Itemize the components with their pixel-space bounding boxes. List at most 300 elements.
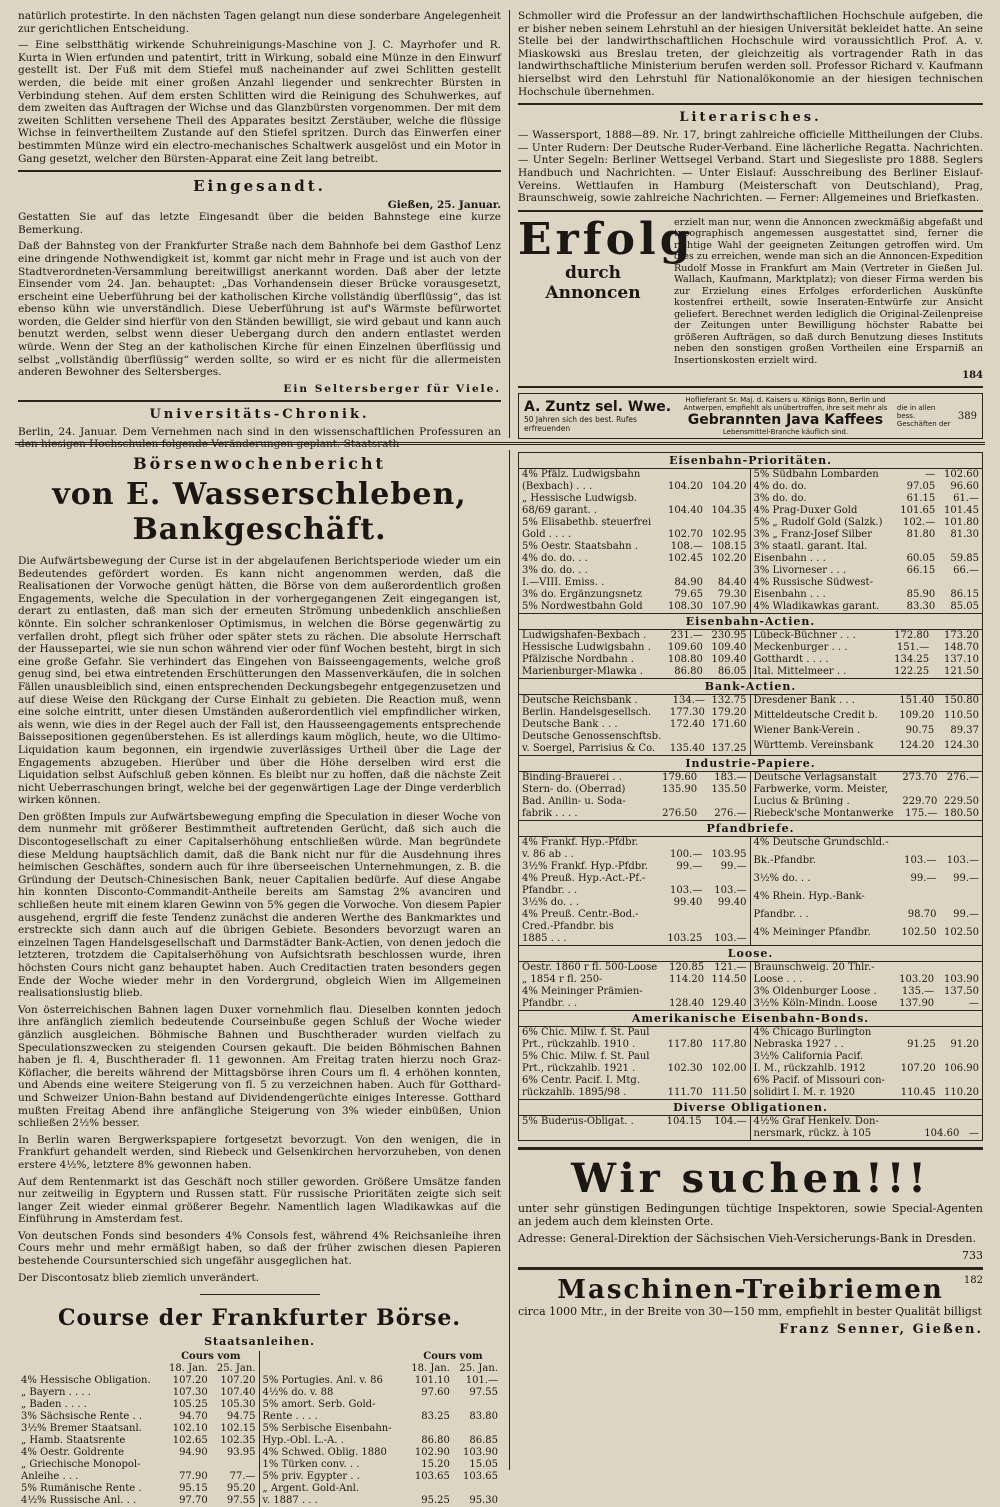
table-row: [751, 986, 983, 998]
security-name: Wiener Bank-Verein .: [753, 725, 861, 736]
price-prev: 85.90: [906, 589, 936, 600]
course-subtitle: Staatsanleihen.: [204, 1335, 315, 1349]
ad-text: Lebensmittel-Branche käuflich sind.: [722, 428, 849, 437]
security-name: 4% Russische Südwest-: [753, 577, 873, 588]
price-current: 86.85: [469, 1435, 498, 1447]
price-prev: 86.80: [674, 666, 703, 677]
zuntz-ad: [518, 393, 983, 439]
security-name: 4% Preuß. Centr.-Bod.-: [522, 909, 639, 920]
security-name: Loose . . .: [753, 974, 803, 985]
table-row: [18, 1423, 259, 1435]
table-row: [751, 1063, 983, 1075]
price-current: 99.—: [953, 873, 979, 884]
article-paragraph: natürlich protestirte. In den nächsten Tagen gelangt nun diese sonderbare Angelegenheit zur gerichtlichen Entscheidung.: [18, 10, 501, 35]
security-name: 4% Preuß. Hyp.-Act.-Pf.-: [522, 873, 646, 884]
security-name: 5% Nordwestbahn Gold: [522, 601, 643, 612]
price-prev: 84.90: [674, 577, 703, 588]
table-row: [519, 1039, 750, 1051]
price-prev: [892, 962, 937, 974]
security-name: 4½% do. v. 88: [262, 1387, 334, 1399]
security-name: Lübeck-Büchner . . .: [753, 630, 856, 641]
price-prev: 134.—: [672, 695, 705, 706]
price-current: 104.35: [711, 505, 747, 516]
price-current: 103.—: [714, 885, 747, 896]
security-name: Braunschweig. 20 Thlr.-: [753, 962, 875, 973]
security-name: Deutsche Bank . . .: [522, 719, 618, 730]
price-current: 93.95: [226, 1447, 256, 1459]
security-name: Württemb. Vereinsbank: [753, 740, 874, 751]
price-prev: 172.80: [894, 630, 930, 641]
erfolg-ad: [518, 213, 983, 382]
stock-section: [518, 755, 983, 820]
security-name: 4% Meininger Pfandbr.: [753, 927, 871, 938]
column-header: Cours vom: [181, 1351, 241, 1363]
price-prev: 135.—: [901, 986, 935, 997]
price-prev: 110.45: [900, 1087, 936, 1098]
table-row: [519, 743, 750, 755]
security-name: Nebraska 1927 . .: [753, 1039, 844, 1050]
divider: [518, 386, 983, 388]
section-heading: Eingesandt.: [193, 177, 326, 196]
price-current: 137.25: [711, 743, 747, 754]
divider: [18, 400, 501, 402]
price-prev: [895, 1027, 938, 1039]
stock-table-left: [519, 1027, 751, 1099]
price-prev: 134.25: [894, 654, 930, 665]
price-prev: 137.90: [899, 998, 935, 1009]
ad-text: die in allen bess. Geschäften der: [896, 404, 951, 429]
table-row: [519, 493, 750, 505]
security-name: 5% amort. Serb. Gold-: [262, 1399, 376, 1411]
ad-headline: Erfolg: [518, 213, 695, 265]
security-name: 6% Pacif. of Missouri con-: [753, 1075, 885, 1086]
price-current: [706, 493, 750, 505]
price-current: 129.40: [711, 998, 747, 1009]
table-row: [751, 481, 983, 493]
price-prev: [662, 469, 706, 481]
price-current: 96.60: [950, 481, 979, 492]
divider: [18, 170, 501, 172]
price-current: [938, 541, 982, 553]
price-prev: 98.70: [907, 909, 937, 920]
price-current: [705, 909, 750, 921]
stock-table-right: [751, 469, 983, 613]
price-prev: 151.40: [899, 695, 935, 706]
security-name: solidirt I. M. r. 1920: [753, 1087, 856, 1098]
course-rows-left: [18, 1375, 259, 1507]
security-name: 4% Hessische Obligation.: [21, 1375, 151, 1387]
table-row: [519, 1063, 750, 1075]
table-row: [751, 517, 983, 529]
price-current: [706, 1027, 750, 1039]
column-header: 18. Jan.: [169, 1363, 208, 1375]
security-name: Prt., rückzahlb. 1910 .: [522, 1039, 636, 1050]
report-paragraph: Den größten Impuls zur Aufwärtsbewegung empfing die Speculation in dieser Woche von dem nunmehr mit größerer Bestimmtheit auftretenden Gerücht, daß sich auch die Discontogesellschaft zu einer Capitalserhöhung entschließen würde. Man begründete diese Meldung hauptsächlich damit, daß die Bank nicht nur für die Ausdehnung ihres heimischen Geschäftes, sondern auch für ihre überseeischen Unternehmungen, z. B. die Gründung der Deutsch-Chinesischen Bank, neuer Capitalien bedürfe. Auf diese Angabe hin konnten Disconto-Commandit-Antheile bereits am Samstag 2% avanciren und schließen heute mit einem klaren Gewinn von 5% gegen die Vorwoche. Von diesem Papier ausgehend, ergriff die feste Tendenz zunächst die anderen Werthe des Bankmarktes und erstreckte sich dann auch auf die übrigen Gebiete. Besonders bevorzugt waren an einzelnen Tagen Handelsgesellschaft und Darmstädter Bank-Actien, von denen jedoch die letzteren, trotzdem die Capitalserhöhung von Aufsichtsrath beschlossen wurde, ihren höchsten Cours nicht ganz behauptet haben. Auch Creditactien traten besonders gegen Ende der Woche wieder mehr in den Vordergrund, obgleich Wien im Allgemeinen realisationslustig blieb.: [18, 810, 501, 1000]
table-row: [519, 505, 750, 517]
price-prev: 276.50: [662, 808, 698, 819]
table-row: [519, 962, 750, 974]
section-title: Amerikanische Eisenbahn-Bonds.: [519, 1011, 982, 1027]
price-current: [453, 1483, 501, 1495]
price-prev: [662, 493, 706, 505]
price-prev: 101.65: [900, 505, 936, 516]
price-prev: 104.40: [667, 505, 703, 516]
table-row: [751, 710, 983, 725]
table-row: [519, 796, 750, 808]
security-name: 4% do. do.: [753, 481, 807, 492]
price-current: [939, 1051, 982, 1063]
table-row: [751, 891, 983, 909]
price-current: 148.70: [944, 642, 979, 653]
security-name: 4% Oestr. Goldrente: [21, 1447, 125, 1459]
price-current: 81.30: [950, 529, 979, 540]
table-row: [751, 1027, 983, 1039]
price-prev: [666, 731, 708, 743]
price-current: 99.40: [717, 897, 747, 908]
dateline: Gießen, 25. Januar.: [387, 199, 501, 212]
security-name: rückzahlb. 1895/98 .: [522, 1087, 627, 1098]
price-current: 135.50: [711, 784, 747, 795]
table-row: [18, 1387, 259, 1399]
price-current: 95.20: [226, 1483, 256, 1495]
price-prev: [661, 909, 705, 921]
security-name: „ Bayern . . . .: [21, 1387, 91, 1399]
price-prev: [662, 1075, 706, 1087]
price-prev: 108.80: [667, 654, 703, 665]
table-row: [751, 601, 983, 613]
security-name: Pfandbr. . .: [753, 909, 809, 920]
security-name: 3½% Frankf. Hyp.-Pfdbr.: [522, 861, 649, 872]
price-current: 102.00: [711, 1063, 747, 1074]
price-current: [705, 873, 750, 885]
security-name: 4% Deutsche Grundschld.-: [753, 837, 889, 848]
price-prev: 95.15: [179, 1483, 208, 1495]
security-name: 4% Frankf. Hyp.-Pfdbr.: [522, 837, 639, 848]
section-heading: Literarisches.: [679, 110, 822, 126]
security-name: 4% Wladikawkas garant.: [753, 601, 880, 612]
price-prev: 117.80: [667, 1039, 703, 1050]
security-name: (Bexbach) . . .: [522, 481, 593, 492]
price-prev: 102.50: [901, 927, 937, 938]
price-prev: 99.40: [673, 897, 703, 908]
table-row: [260, 1375, 502, 1387]
security-name: „ Hessische Ludwigsb.: [522, 493, 638, 504]
table-row: [751, 1051, 983, 1063]
price-current: 121.50: [944, 666, 979, 677]
treibriemen-ad: [518, 1275, 983, 1337]
price-current: 183.—: [714, 772, 747, 783]
security-name: Prt., rückzahlb. 1921 .: [522, 1063, 636, 1074]
ad-text: circa 1000 Mtr., in der Breite von 30—150 mm, empfiehlt in bester Qualität billigst: [518, 1305, 982, 1318]
section-title: Pfandbriefe.: [519, 821, 982, 837]
security-name: Berlin. Handelsgesellsch.: [522, 707, 652, 718]
security-name: Ludwigshafen-Bexbach .: [522, 630, 647, 641]
table-row: [751, 909, 983, 927]
price-prev: 107.20: [172, 1375, 208, 1387]
table-row: [751, 808, 983, 820]
security-name: Meckenburger . . .: [753, 642, 848, 653]
price-current: 103.90: [463, 1447, 498, 1459]
stock-section: [518, 1099, 983, 1140]
price-prev: 15.20: [421, 1459, 450, 1471]
security-name: Pfandbr. . .: [522, 998, 578, 1009]
price-current: [707, 986, 750, 998]
tables-column: [518, 452, 983, 1472]
price-prev: 102.45: [667, 553, 703, 564]
price-prev: [897, 837, 940, 855]
table-row: [751, 505, 983, 517]
table-row: [751, 630, 983, 642]
table-row: [519, 630, 750, 642]
table-row: [751, 541, 983, 553]
table-row: [519, 601, 750, 613]
price-prev: [895, 577, 939, 589]
table-row: [519, 861, 750, 873]
price-prev: 91.25: [907, 1039, 936, 1050]
price-current: [706, 1075, 750, 1087]
price-current: 94.75: [226, 1411, 256, 1423]
security-name: 5% Südbahn Lombarden: [753, 469, 879, 480]
price-current: [939, 1027, 982, 1039]
table-row: [751, 1128, 983, 1140]
price-prev: 104.60: [924, 1128, 960, 1139]
course-table: [18, 1351, 501, 1507]
price-current: 83.80: [469, 1411, 498, 1423]
price-current: 103.65: [463, 1471, 498, 1483]
security-name: 3½% California Pacif.: [753, 1051, 864, 1062]
report-paragraph: In Berlin waren Bergwerkspapiere fortgesetzt bevorzugt. Von den wenigen, die in Frankfurt gehandelt werden, sind Riebeck und Gelsenkirchen hervorzuheben, von denen erstere 4½%, letztere 8% gewonnen haben.: [18, 1133, 501, 1171]
price-current: —: [969, 998, 979, 1009]
table-row: [519, 589, 750, 601]
security-name: 5% Buderus-Obligat. .: [522, 1116, 634, 1127]
table-row: [751, 469, 983, 481]
price-current: 86.15: [950, 589, 979, 600]
price-prev: 103.—: [904, 855, 937, 866]
price-current: [706, 517, 750, 529]
table-row: [519, 837, 750, 849]
price-prev: [899, 784, 941, 796]
security-name: I. M., rückzahlb. 1912: [753, 1063, 866, 1074]
report-paragraph: Von deutschen Fonds sind besonders 4% Consols fest, während 4% Reichsanleihe ihren Cours mehr und mehr ermäßigt haben, so daß der früher zwischen diesen Papieren bestehende Coursunterschied sich ungefähr ausgeglichen hat.: [18, 1229, 501, 1268]
price-prev: 86.80: [421, 1435, 450, 1447]
column-header: 25. Jan.: [216, 1363, 256, 1375]
section-title: Bank-Actien.: [519, 679, 982, 695]
table-row: [751, 666, 983, 678]
table-row: [18, 1447, 259, 1459]
price-prev: 128.40: [669, 998, 705, 1009]
price-prev: 103.65: [414, 1471, 450, 1483]
security-name: 3% do. do.: [753, 493, 807, 504]
price-prev: 99.—: [676, 861, 703, 872]
table-row: [260, 1435, 502, 1447]
table-row: [519, 849, 750, 861]
security-name: „ Hamb. Staatsrente: [21, 1435, 126, 1447]
stock-section: [518, 820, 983, 945]
table-row: [519, 1087, 750, 1099]
price-current: 95.30: [469, 1495, 498, 1507]
price-prev: [897, 891, 940, 909]
table-row: [751, 577, 983, 589]
course-title: Course der Frankfurter Börse.: [57, 1305, 462, 1332]
table-row: [751, 695, 983, 710]
table-row: [519, 541, 750, 553]
security-name: 4% Pfälz. Ludwigsbahn: [522, 469, 641, 480]
table-row: [751, 772, 983, 784]
section-title: Diverse Obligationen.: [519, 1100, 982, 1116]
price-prev: [665, 986, 707, 998]
security-name: 5% Rumänische Rente .: [21, 1483, 142, 1495]
table-bottom-border: [518, 1140, 983, 1141]
price-prev: 60.05: [906, 553, 936, 564]
security-name: nersmark, rückz. à 105: [753, 1128, 872, 1139]
table-row: [751, 974, 983, 986]
price-current: 111.50: [711, 1087, 747, 1098]
table-row: [519, 731, 750, 743]
article-paragraph: Berlin, 24. Januar. Dem Vernehmen nach sind in den wissenschaftlichen Professuren an den hiesigen Hochschulen folgende Veränderungen geplant. Staatsrath: [18, 425, 501, 451]
security-name: Ital. Mittelmeer . .: [753, 666, 847, 677]
ad-number: 184: [962, 370, 983, 382]
price-current: 107.20: [220, 1375, 256, 1387]
price-current: 102.95: [711, 529, 747, 540]
table-row: [519, 921, 750, 933]
price-current: [938, 577, 982, 589]
column-header: Cours vom: [423, 1351, 483, 1363]
security-name: 5% Elisabethb. steuerfrei: [522, 517, 652, 528]
price-prev: [163, 1459, 211, 1471]
price-current: [706, 565, 750, 577]
table-row: [519, 577, 750, 589]
price-prev: 111.70: [667, 1087, 703, 1098]
security-name: 1885 . . .: [522, 933, 567, 944]
table-row: [519, 654, 750, 666]
price-current: —: [969, 1128, 979, 1139]
price-current: 276.—: [946, 772, 979, 783]
price-current: 101.—: [465, 1375, 498, 1387]
price-current: 102.35: [220, 1435, 256, 1447]
price-prev: [662, 565, 706, 577]
price-prev: 83.30: [906, 601, 936, 612]
security-name: Stern- do. (Oberrad): [522, 784, 626, 795]
price-current: [453, 1423, 501, 1435]
ad-text: 50 Jahren sich des best. Rufes erfreuenden: [524, 415, 637, 434]
price-current: 137.50: [944, 986, 979, 997]
price-prev: 177.30: [669, 707, 705, 718]
column-divider: [509, 10, 510, 438]
article-paragraph: Schmoller wird die Professur an der landwirthschaftlichen Hochschule aufgeben, die er bisher neben seinem Lehrstuhl an der hiesigen Universität bekleidet hatte. An seine Stelle bei der landwirthschaftlichen Hochschule wird voraussichtlich Prof. A. v. Miaskowski aus Breslau treten, der gleichzeitig als vortragender Rath in das landwirthschaftliche Ministerium berufen werden soll. Professor Richard v. Kaufmann hierselbst wird den Lehrstuhl für Nationalökonomie an der hiesigen technischen Hochschule übernehmen.: [518, 10, 983, 98]
price-current: 66.—: [953, 565, 979, 576]
report-paragraph: Der Discontosatz blieb ziemlich unverändert.: [18, 1271, 260, 1284]
price-current: [708, 731, 750, 743]
price-prev: 172.40: [669, 719, 705, 730]
price-current: 91.20: [950, 1039, 979, 1050]
stock-section: [518, 945, 983, 1010]
price-prev: 103.20: [899, 974, 935, 985]
security-name: 4% Chicago Burlington: [753, 1027, 872, 1038]
ad-text: unter sehr günstigen Bedingungen tüchtige Inspektoren, sowie Special-Agenten an jedem auch dem kleinsten Orte.: [518, 1202, 983, 1228]
table-row: [751, 529, 983, 541]
table-row: [519, 565, 750, 577]
stock-table-right: [751, 630, 983, 678]
ad-signature: Franz Senner, Gießen.: [779, 1322, 983, 1337]
price-current: 104.—: [714, 1116, 747, 1127]
security-name: Deutsche Genossenschftsb.: [522, 731, 662, 742]
security-name: 3½% Bremer Staatsanl.: [21, 1423, 142, 1435]
article-paragraph: Gestatten Sie auf das letzte Eingesandt über die beiden Bahnstege eine kurze Bemerkung.: [18, 211, 501, 236]
security-name: 4½% Graf Henkelv. Don-: [753, 1116, 879, 1127]
table-row: [751, 589, 983, 601]
security-name: 5% Chic. Milw. f. St. Paul: [522, 1051, 650, 1062]
price-prev: 102.30: [667, 1063, 703, 1074]
price-current: 173.20: [944, 630, 979, 641]
report-author: von E. Wasserschleben, Bankgeschäft.: [52, 477, 467, 547]
price-prev: 109.60: [667, 642, 703, 653]
table-row: [751, 855, 983, 873]
price-current: 132.75: [711, 695, 747, 706]
security-name: fabrik . . . .: [522, 808, 578, 819]
price-current: 15.05: [469, 1459, 498, 1471]
course-table-right: [260, 1351, 502, 1507]
stock-table-left: [519, 630, 751, 678]
price-prev: [661, 873, 705, 885]
table-row: [260, 1399, 502, 1411]
price-current: 107.40: [220, 1387, 256, 1399]
table-row: [519, 529, 750, 541]
price-current: 84.40: [717, 577, 747, 588]
price-prev: 103.25: [667, 933, 703, 944]
table-row: [18, 1495, 259, 1507]
ad-text: erzielt man nur, wenn die Annoncen zweckmäßig abgefaßt und typographisch angemessen ausgestattet sind, ferner die richtige Wahl der geeigneten Zeitungen getroffen wird. Um dies zu erreichen, wende man sich an die Annoncen-Expedition Rudolf Mosse in Frankfurt am Main (Vertreter in Gießen Jul. Wallach, Kaufmann, Marktplatz); von dieser Firma werden bis zur Erzielung eines Erfolges erforderlichen Auskünfte kostenfrei ertheilt, sowie Inseraten-Entwürfe zur Ansicht geliefert. Berechnet werden lediglich die Original-Zeilenpreise der Zeitungen unter Bewilligung höchster Rabatte bei größeren Aufträgen, so daß durch Benutzung dieses Instituts neben den sonstigen großen Vortheilen eine Ersparniß an Insertionskosten erzielt wird.: [674, 216, 983, 366]
price-prev: [895, 1051, 938, 1063]
price-prev: 95.25: [421, 1495, 450, 1507]
price-prev: 99.—: [910, 873, 937, 884]
stock-table-right: [751, 837, 983, 945]
security-name: 6% Chic. Milw. f. St. Paul: [522, 1027, 650, 1038]
table-row: [519, 784, 750, 796]
table-row: [519, 707, 750, 719]
security-name: 5% Portugies. Anl. v. 86: [262, 1375, 383, 1387]
table-row: [18, 1483, 259, 1495]
top-left-column: [18, 10, 501, 451]
table-row: [751, 725, 983, 740]
section-title: Eisenbahn-Actien.: [519, 614, 982, 630]
security-name: „ Baden . . . .: [21, 1399, 87, 1411]
divider: [518, 103, 983, 105]
security-name: Riebeck'sche Montanwerke: [753, 808, 894, 819]
security-name: Oestr. 1860 r fl. 500-Loose: [522, 962, 658, 973]
price-prev: 175.—: [905, 808, 938, 819]
table-row: [519, 695, 750, 707]
price-prev: 97.60: [421, 1387, 450, 1399]
security-name: I.—VIII. Emiss. .: [522, 577, 605, 588]
price-prev: [405, 1483, 453, 1495]
stock-table-right: [751, 1027, 983, 1099]
price-prev: [661, 837, 705, 849]
price-prev: 229.70: [902, 796, 938, 807]
price-current: 102.60: [944, 469, 979, 480]
security-name: 1% Türken conv. . .: [262, 1459, 360, 1471]
price-prev: [912, 1116, 962, 1128]
security-name: Gold . . . .: [522, 529, 572, 540]
price-prev: 120.85: [669, 962, 705, 973]
article-paragraph: — Wassersport, 1888—89. Nr. 17, bringt zahlreiche officielle Mittheilungen der Clubs. — Unter Rudern: Der Deutsche Ruder-Verband. Eine lächerliche Regatta. Nachrichten. — Unter Segeln: Berliner Wettsegel Verband. Start und Siegesliste pro 1888. Seglers Handbuch und Nachrichten. — Unter Eislauf: Ausschreibung des Berliner Eislauf-Vereins. Wettlaufen in Hamburg (Meisterschaft von Deutschland), Prag, Braunschweig, sowie zahlreiche Nachrichten. — Ferner: Allgemeines und Briefkasten.: [518, 129, 983, 205]
security-name: Gotthardt . . . .: [753, 654, 829, 665]
price-prev: 107.20: [900, 1063, 936, 1074]
table-row: [18, 1471, 259, 1483]
security-name: Marienburger-Mlawka .: [522, 666, 643, 677]
security-name: 3% Oldenburger Loose .: [753, 986, 877, 997]
price-current: [939, 837, 982, 855]
price-prev: 102.—: [902, 517, 936, 528]
